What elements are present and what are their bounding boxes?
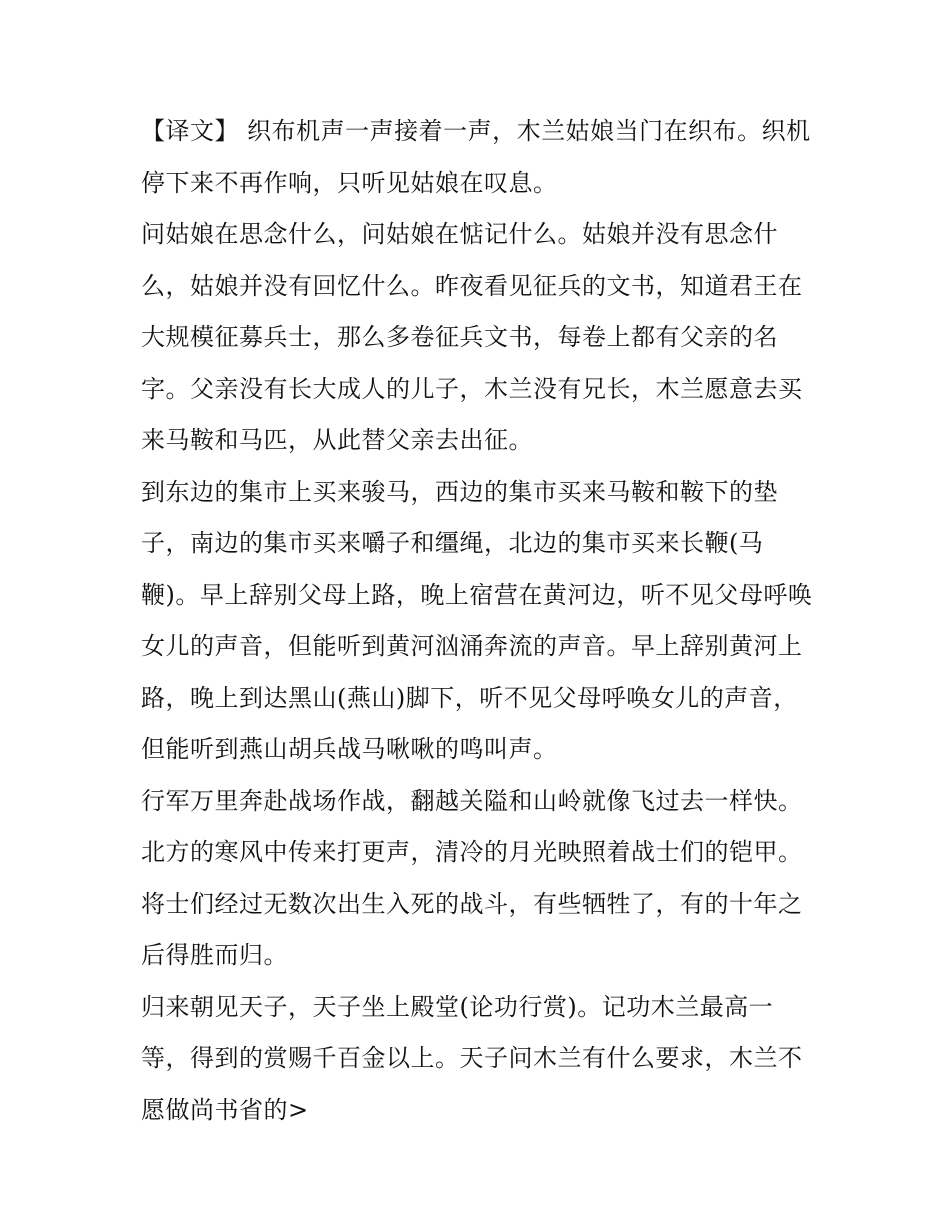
paragraph-questions: 问姑娘在思念什么，问姑娘在惦记什么。姑娘并没有思念什么，姑娘并没有回忆什么。昨夜看见征兵的文书，知道君王在大规模征募兵士，那么多卷征兵文书，每卷上都有父亲的名字。父亲没有长大成人的儿子，木兰没有兄长，木兰愿意去买来马鞍和马匹，从此替父亲去出征。 (141, 220, 803, 454)
document-body (141, 106, 813, 1136)
paragraph-translation-intro: 【译文】 织布机声一声接着一声，木兰姑娘当门在织布。织机停下来不再作响，只听见姑娘在叹息。 (141, 117, 811, 197)
paragraph-markets: 到东边的集市上买来骏马，西边的集市买来马鞍和鞍下的垫子，南边的集市买来嚼子和缰绳，北边的集市买来长鞭(马鞭)。早上辞别父母上路，晚上宿营在黄河边，听不见父母呼唤女儿的声音，但能听到黄河汹涌奔流的声音。早上辞别黄河上路，晚上到达黑山(燕山)脚下，听不见父母呼唤女儿的声音，但能听到燕山胡兵战马啾啾的鸣叫声。 (141, 477, 813, 763)
paragraph-return: 归来朝见天子，天子坐上殿堂(论功行赏)。记功木兰最高一等，得到的赏赐千百金以上。天子问木兰有什么要求，木兰不愿做尚书省的> (141, 992, 803, 1124)
paragraph-march: 行军万里奔赴战场作战，翻越关隘和山岭就像飞过去一样快。北方的寒风中传来打更声，清冷的月光映照着战士们的铠甲。将士们经过无数次出生入死的战斗，有些牺牲了，有的十年之后得胜而归。 (141, 786, 803, 969)
